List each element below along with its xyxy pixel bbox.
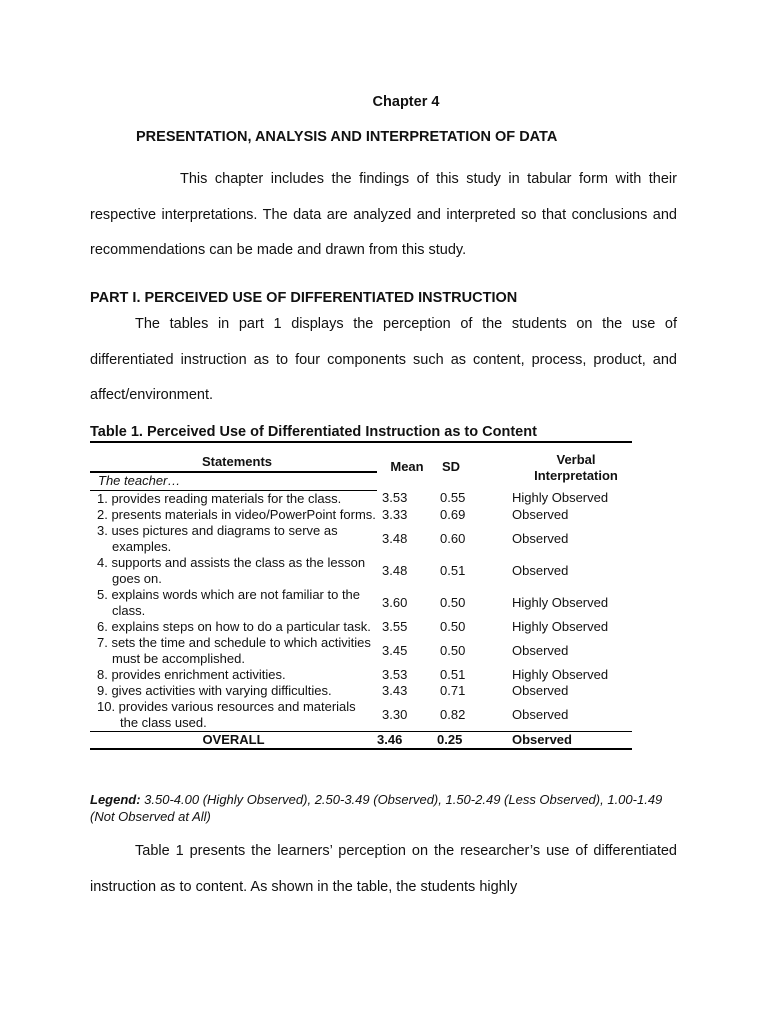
row-verbal: Observed <box>512 642 569 658</box>
row-verbal: Observed <box>512 530 569 546</box>
row-sd: 0.55 <box>440 490 466 506</box>
table-row <box>90 507 632 523</box>
chapter-title: Chapter 4 <box>372 94 440 110</box>
intro-paragraph: This chapter includes the findings of this study in tabular form with their respective interpretations. The data are analyzed and interpreted so that conclusions and recommendations can be made and drawn from this study. <box>90 171 677 258</box>
overall-sd: 0.25 <box>437 731 506 749</box>
table-legend <box>90 791 680 825</box>
row-statement: 1. provides reading materials for the class. <box>97 490 342 506</box>
row-mean: 3.60 <box>382 594 408 610</box>
row-sd: 0.69 <box>440 506 466 522</box>
closing-paragraph: Table 1 presents the learners’ perception on the researcher’s use of differentiated instruction as to content. As shown in the table, the students highly <box>90 843 677 895</box>
legend-text: 3.50-4.00 (Highly Observed), 2.50-3.49 (Observed), 1.50-2.49 (Less Observed), 1.00-1.49 (Not Observed at All) <box>90 792 663 824</box>
table-row <box>90 699 632 732</box>
table-row <box>90 667 632 683</box>
row-statement: 4. supports and assists the class as the lesson goes on. <box>97 554 366 586</box>
row-statement: 2. presents materials in video/PowerPoint forms. <box>97 506 376 522</box>
row-sd: 0.50 <box>440 642 466 658</box>
row-verbal: Observed <box>512 506 569 522</box>
legend-label: Legend: <box>90 792 141 807</box>
row-statement: 10. provides various resources and materials the class used. <box>97 698 356 730</box>
part-paragraph: The tables in part 1 displays the perception of the students on the use of differentiated instruction as to four components such as content, process, product, and affect/environment. <box>90 316 677 403</box>
row-verbal: Highly Observed <box>512 666 609 682</box>
row-mean: 3.48 <box>382 530 408 546</box>
row-verbal: Highly Observed <box>512 594 609 610</box>
row-statement: 3. uses pictures and diagrams to serve as examples. <box>97 522 338 554</box>
chapter-heading: PRESENTATION, ANALYSIS AND INTERPRETATION OF DATA <box>136 129 558 145</box>
table-title: Table 1. Perceived Use of Differentiated Instruction as to Content <box>90 424 537 440</box>
header-sd: SD <box>442 458 461 474</box>
table-row <box>90 683 632 699</box>
row-mean: 3.55 <box>382 618 408 634</box>
row-mean: 3.45 <box>382 642 408 658</box>
table-row-overall <box>90 731 632 749</box>
header-statements: Statements <box>201 453 273 469</box>
row-mean: 3.53 <box>382 666 408 682</box>
row-verbal: Observed <box>512 682 569 698</box>
row-mean: 3.33 <box>382 506 408 522</box>
overall-verbal: Observed <box>506 731 632 749</box>
row-statement: 5. explains words which are not familiar to the class. <box>97 586 361 618</box>
row-sd: 0.51 <box>440 666 466 682</box>
row-verbal: Observed <box>512 706 569 722</box>
row-statement: 7. sets the time and schedule to which activities must be accomplished. <box>97 634 371 666</box>
row-mean: 3.53 <box>382 490 408 506</box>
part-heading: PART I. PERCEIVED USE OF DIFFERENTIATED INSTRUCTION <box>90 290 518 306</box>
table-row <box>90 635 632 667</box>
row-verbal: Highly Observed <box>512 618 609 634</box>
row-sd: 0.50 <box>440 618 466 634</box>
header-verbal: Verbal Interpretation <box>534 452 618 483</box>
row-mean: 3.48 <box>382 562 408 578</box>
table-row <box>90 490 632 507</box>
row-sd: 0.71 <box>440 682 466 698</box>
table-row <box>90 587 632 619</box>
row-sd: 0.60 <box>440 530 466 546</box>
row-verbal: Highly Observed <box>512 490 609 506</box>
overall-mean: 3.46 <box>377 731 437 749</box>
row-mean: 3.30 <box>382 706 408 722</box>
row-statement: 8. provides enrichment activities. <box>97 666 286 682</box>
row-sd: 0.50 <box>440 594 466 610</box>
row-statement: 6. explains steps on how to do a particular task. <box>97 618 371 634</box>
overall-label: OVERALL <box>90 731 377 749</box>
row-mean: 3.43 <box>382 682 408 698</box>
header-mean: Mean <box>390 458 424 474</box>
table-row <box>90 523 632 555</box>
data-table <box>90 441 632 750</box>
row-statement: 9. gives activities with varying difficulties. <box>97 682 332 698</box>
header-subheader: The teacher… <box>90 472 377 490</box>
table-row <box>90 555 632 587</box>
row-sd: 0.82 <box>440 706 466 722</box>
row-sd: 0.51 <box>440 562 466 578</box>
row-verbal: Observed <box>512 562 569 578</box>
table-row <box>90 619 632 635</box>
